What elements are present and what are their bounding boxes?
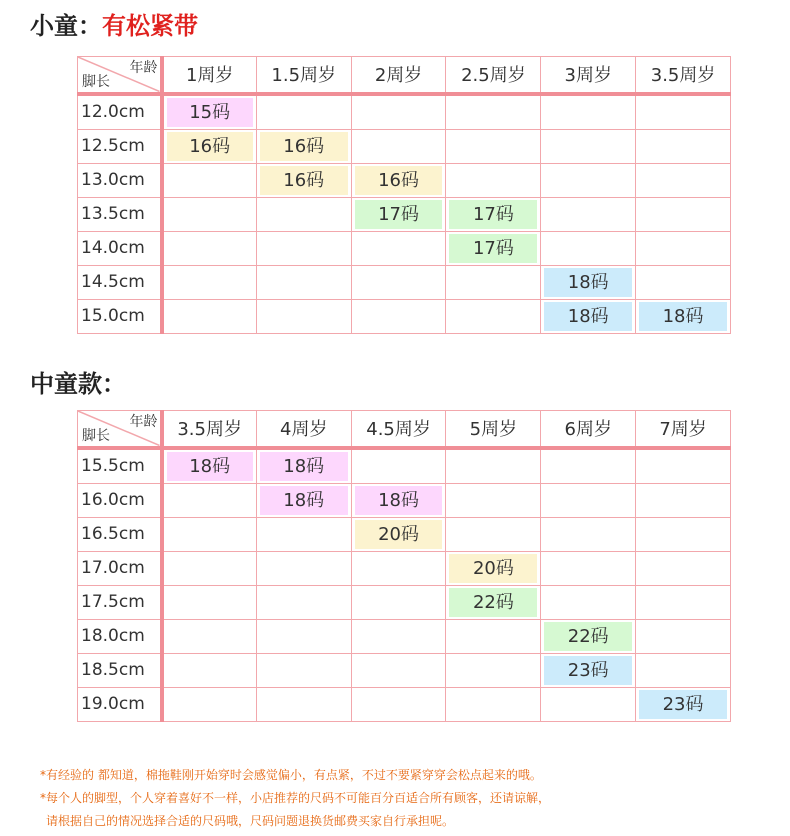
foot-length-cell: 13.5cm	[78, 197, 162, 231]
size-cell	[351, 517, 446, 551]
shoe-size-chip: 17码	[449, 234, 537, 263]
age-column-header: 2周岁	[351, 57, 446, 94]
empty-cell	[256, 585, 351, 619]
shoe-size-chip: 18码	[355, 486, 443, 515]
shoe-size-chip: 20码	[355, 520, 443, 549]
age-column-header: 1周岁	[162, 57, 257, 94]
size-cell	[256, 448, 351, 484]
empty-cell	[351, 129, 446, 163]
foot-length-cell: 17.5cm	[78, 585, 162, 619]
empty-cell	[636, 619, 731, 653]
empty-cell	[541, 585, 636, 619]
empty-cell	[162, 299, 257, 333]
empty-cell	[351, 265, 446, 299]
note-line: *每个人的脚型，个人穿着喜好不一样，小店推荐的尺码不可能百分百适合所有顾客，还请谅解，	[40, 791, 551, 805]
empty-cell	[162, 619, 257, 653]
shoe-size-chip: 22码	[544, 622, 632, 651]
size-cell	[446, 197, 541, 231]
foot-length-cell: 17.0cm	[78, 551, 162, 585]
empty-cell	[256, 197, 351, 231]
table-row	[78, 551, 731, 585]
empty-cell	[256, 551, 351, 585]
empty-cell	[256, 687, 351, 721]
empty-cell	[446, 448, 541, 484]
empty-cell	[162, 265, 257, 299]
shoe-size-chip: 16码	[355, 166, 443, 195]
empty-cell	[446, 687, 541, 721]
empty-cell	[446, 619, 541, 653]
empty-cell	[162, 551, 257, 585]
size-cell	[351, 197, 446, 231]
corner-header	[78, 411, 162, 448]
size-cell	[446, 551, 541, 585]
empty-cell	[636, 653, 731, 687]
empty-cell	[351, 653, 446, 687]
empty-cell	[351, 585, 446, 619]
size-cell	[351, 163, 446, 197]
size-cell	[541, 299, 636, 333]
size-cell	[256, 129, 351, 163]
empty-cell	[351, 231, 446, 265]
age-column-header: 4周岁	[256, 411, 351, 448]
size-cell	[162, 94, 257, 130]
table-row	[78, 687, 731, 721]
age-column-header: 3周岁	[541, 57, 636, 94]
shoe-size-chip: 17码	[449, 200, 537, 229]
size-cell	[541, 265, 636, 299]
section-title-small-kids	[30, 6, 198, 41]
size-table-mid-kids	[77, 410, 731, 722]
empty-cell	[541, 231, 636, 265]
foot-length-cell: 15.5cm	[78, 448, 162, 484]
size-cell	[446, 231, 541, 265]
header-row	[78, 57, 731, 94]
table-row	[78, 163, 731, 197]
empty-cell	[636, 585, 731, 619]
age-column-header: 3.5周岁	[162, 411, 257, 448]
empty-cell	[541, 197, 636, 231]
age-column-header: 7周岁	[636, 411, 731, 448]
empty-cell	[162, 483, 257, 517]
empty-cell	[351, 448, 446, 484]
empty-cell	[351, 94, 446, 130]
age-column-header: 6周岁	[541, 411, 636, 448]
empty-cell	[636, 163, 731, 197]
shoe-size-chip: 23码	[544, 656, 632, 685]
empty-cell	[162, 197, 257, 231]
table-row	[78, 448, 731, 484]
size-cell	[256, 483, 351, 517]
shoe-size-chip: 20码	[449, 554, 537, 583]
empty-cell	[636, 483, 731, 517]
table-row	[78, 94, 731, 130]
empty-cell	[162, 517, 257, 551]
empty-cell	[446, 299, 541, 333]
size-cell	[541, 619, 636, 653]
shoe-size-chip: 16码	[260, 132, 348, 161]
size-cell	[162, 129, 257, 163]
table-row	[78, 265, 731, 299]
foot-length-cell: 18.5cm	[78, 653, 162, 687]
foot-length-cell: 14.0cm	[78, 231, 162, 265]
table-row	[78, 231, 731, 265]
table-row	[78, 483, 731, 517]
empty-cell	[446, 653, 541, 687]
foot-length-cell: 14.5cm	[78, 265, 162, 299]
empty-cell	[256, 94, 351, 130]
foot-length-cell: 16.5cm	[78, 517, 162, 551]
empty-cell	[446, 163, 541, 197]
foot-length-cell: 13.0cm	[78, 163, 162, 197]
age-column-header: 4.5周岁	[351, 411, 446, 448]
empty-cell	[541, 517, 636, 551]
empty-cell	[351, 551, 446, 585]
foot-length-cell: 19.0cm	[78, 687, 162, 721]
empty-cell	[636, 231, 731, 265]
empty-cell	[636, 129, 731, 163]
empty-cell	[446, 483, 541, 517]
note-line: 请根据自己的情况选择合适的尺码哦，尺码问题退换货邮费买家自行承担呢。	[46, 814, 455, 828]
empty-cell	[541, 163, 636, 197]
size-cell	[256, 163, 351, 197]
section-title-mid-kids: 中童款：	[30, 370, 126, 398]
empty-cell	[162, 231, 257, 265]
empty-cell	[446, 94, 541, 130]
size-cell	[446, 585, 541, 619]
empty-cell	[636, 197, 731, 231]
empty-cell	[541, 483, 636, 517]
size-cell	[541, 653, 636, 687]
shoe-size-chip: 18码	[544, 268, 632, 297]
corner-age-label: 年龄	[129, 414, 158, 430]
empty-cell	[541, 129, 636, 163]
size-cell	[636, 299, 731, 333]
empty-cell	[636, 517, 731, 551]
empty-cell	[162, 653, 257, 687]
foot-length-cell: 12.5cm	[78, 129, 162, 163]
empty-cell	[636, 265, 731, 299]
age-column-header: 2.5周岁	[446, 57, 541, 94]
table-row	[78, 299, 731, 333]
empty-cell	[541, 448, 636, 484]
empty-cell	[256, 231, 351, 265]
notes	[40, 764, 550, 833]
empty-cell	[541, 687, 636, 721]
empty-cell	[162, 687, 257, 721]
table-row	[78, 129, 731, 163]
shoe-size-chip: 17码	[355, 200, 443, 229]
shoe-size-chip: 18码	[260, 486, 348, 515]
empty-cell	[256, 299, 351, 333]
size-cell	[636, 687, 731, 721]
empty-cell	[256, 653, 351, 687]
empty-cell	[162, 585, 257, 619]
age-column-header: 5周岁	[446, 411, 541, 448]
empty-cell	[256, 619, 351, 653]
note-line: *有经验的 都知道，棉拖鞋刚开始穿时会感觉偏小，有点紧，不过不要紧穿穿会松点起来的哦。	[40, 768, 542, 782]
empty-cell	[636, 94, 731, 130]
empty-cell	[541, 94, 636, 130]
header-row	[78, 411, 731, 448]
size-table-small-kids	[77, 56, 731, 334]
table-row	[78, 517, 731, 551]
shoe-size-chip: 18码	[639, 302, 727, 331]
corner-header	[78, 57, 162, 94]
corner-foot-label: 脚长	[82, 427, 110, 444]
shoe-size-chip: 18码	[544, 302, 632, 331]
age-column-header: 3.5周岁	[636, 57, 731, 94]
shoe-size-chip: 18码	[167, 452, 253, 481]
table-row	[78, 619, 731, 653]
foot-length-cell: 18.0cm	[78, 619, 162, 653]
corner-foot-label: 脚长	[82, 73, 110, 90]
empty-cell	[351, 687, 446, 721]
shoe-size-chip: 15码	[167, 98, 253, 127]
shoe-size-chip: 16码	[167, 132, 253, 161]
foot-length-cell: 16.0cm	[78, 483, 162, 517]
section-title-prefix: 小童：	[30, 12, 102, 40]
table-row	[78, 585, 731, 619]
empty-cell	[256, 265, 351, 299]
empty-cell	[446, 265, 541, 299]
section-title-accent: 有松紧带	[102, 12, 198, 40]
age-column-header: 1.5周岁	[256, 57, 351, 94]
empty-cell	[636, 448, 731, 484]
empty-cell	[351, 299, 446, 333]
empty-cell	[256, 517, 351, 551]
empty-cell	[446, 517, 541, 551]
size-cell	[162, 448, 257, 484]
size-cell	[351, 483, 446, 517]
empty-cell	[351, 619, 446, 653]
empty-cell	[541, 551, 636, 585]
foot-length-cell: 15.0cm	[78, 299, 162, 333]
empty-cell	[162, 163, 257, 197]
shoe-size-chip: 22码	[449, 588, 537, 617]
empty-cell	[636, 551, 731, 585]
corner-age-label: 年龄	[129, 60, 158, 76]
empty-cell	[446, 129, 541, 163]
table-row	[78, 197, 731, 231]
shoe-size-chip: 18码	[260, 452, 348, 481]
shoe-size-chip: 16码	[260, 166, 348, 195]
foot-length-cell: 12.0cm	[78, 94, 162, 130]
shoe-size-chip: 23码	[639, 690, 727, 719]
table-row	[78, 653, 731, 687]
